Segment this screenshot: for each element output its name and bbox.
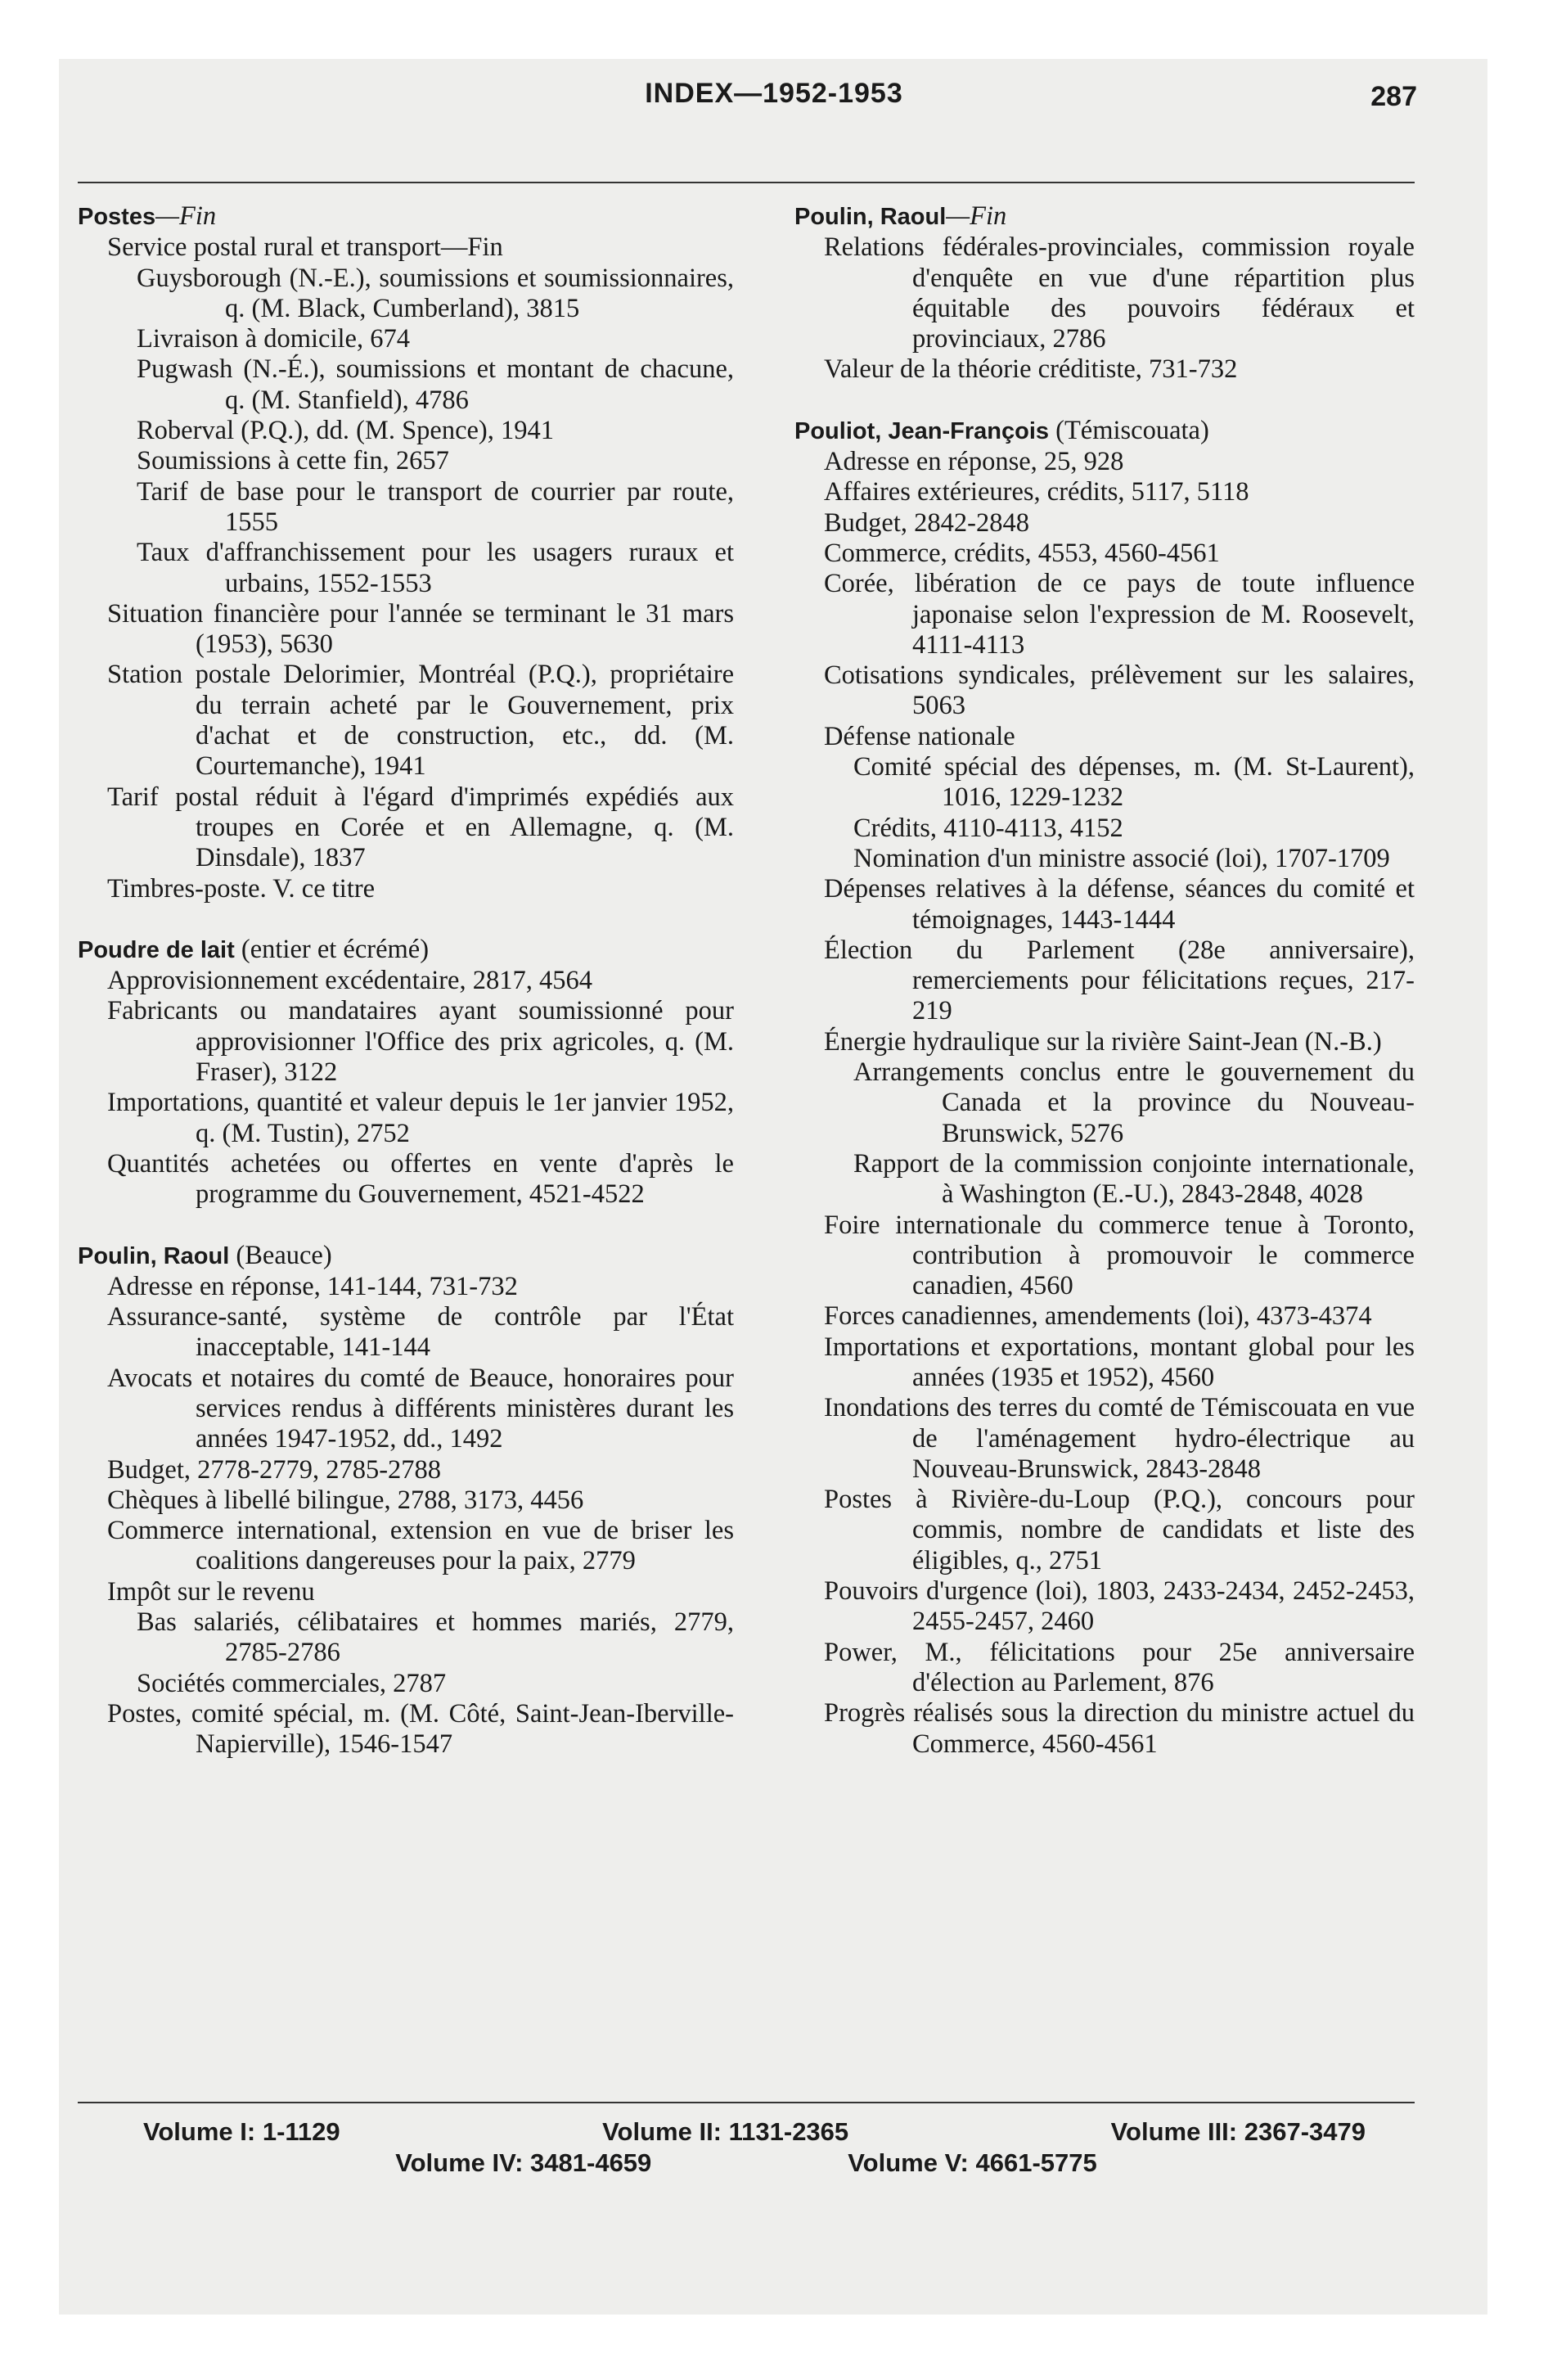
index-entry: Roberval (P.Q.), dd. (M. Spence), 1941 <box>137 416 554 446</box>
heading-name: Postes <box>78 204 156 230</box>
index-entry: Adresse en réponse, 25, 928 <box>824 447 1124 477</box>
index-entry: Impôt sur le revenu <box>107 1576 315 1607</box>
volume-1-range: Volume I: 1-1129 <box>143 2117 340 2146</box>
index-entry: Progrès réalisés sous la direction du ministre actuel du Commerce, 4560-4561 <box>824 1698 1415 1759</box>
footer-rule <box>78 2102 1415 2103</box>
index-entry: Taux d'affranchissement pour les usagers ruraux et urbains, 1552-1553 <box>137 538 734 598</box>
header-rule <box>78 182 1415 183</box>
footer-row-2 <box>78 2148 1415 2179</box>
heading-qualifier: (Beauce) <box>229 1240 332 1270</box>
volume-2-range: Volume II: 1131-2365 <box>602 2117 849 2146</box>
page-title: INDEX—1952-1953 <box>645 78 903 109</box>
index-entry: Livraison à domicile, 674 <box>137 324 410 354</box>
index-entry: Comité spécial des dépenses, m. (M. St-Laurent), 1016, 1229-1232 <box>853 752 1415 813</box>
index-entry: Power, M., félicitations pour 25e anniversaire d'élection au Parlement, 876 <box>824 1637 1415 1697</box>
index-entry: Adresse en réponse, 141-144, 731-732 <box>107 1271 518 1301</box>
index-entry: Chèques à libellé bilingue, 2788, 3173, 4456 <box>107 1485 584 1515</box>
index-entry: Valeur de la théorie créditiste, 731-732 <box>824 354 1238 385</box>
heading-continuation: —Fin <box>946 201 1007 231</box>
volume-5-range: Volume V: 4661-5775 <box>848 2148 1097 2177</box>
left-column <box>78 201 734 1760</box>
footer-row-1 <box>78 2116 1415 2148</box>
index-entry: Rapport de la commission conjointe internationale, à Washington (E.-U.), 2843-2848, 4028 <box>853 1148 1415 1210</box>
index-entry: Tarif postal réduit à l'égard d'imprimés expédiés aux troupes en Corée et en Allemagne, q. (M. Dinsdale), 1837 <box>107 782 734 873</box>
index-entry: Corée, libération de ce pays de toute influence japonaise selon l'expression de M. Roosevelt, 4111-4113 <box>824 569 1415 660</box>
index-entry: Avocats et notaires du comté de Beauce, honoraires pour services rendus à différents ministères durant les années 1947-1952, dd., 1492 <box>107 1363 734 1454</box>
index-entry: Arrangements conclus entre le gouvernement du Canada et la province du Nouveau-Brunswick, 5276 <box>853 1057 1415 1148</box>
index-entry: Importations et exportations, montant global pour les années (1935 et 1952), 4560 <box>824 1332 1415 1392</box>
index-entry: Budget, 2778-2779, 2785-2788 <box>107 1454 442 1485</box>
heading-name: Pouliot, Jean-François <box>794 417 1049 444</box>
index-entry: Approvisionnement excédentaire, 2817, 4564 <box>107 966 592 996</box>
index-entry: Pugwash (N.-É.), soumissions et montant de chacune, q. (M. Stanfield), 4786 <box>137 354 734 415</box>
index-entry: Budget, 2842-2848 <box>824 507 1029 538</box>
index-entry: Crédits, 4110-4113, 4152 <box>853 813 1123 843</box>
heading-qualifier: (entier et écrémé) <box>234 934 430 964</box>
index-entry: Dépenses relatives à la défense, séances du comité et témoignages, 1443-1444 <box>824 874 1415 935</box>
index-entry: Station postale Delorimier, Montréal (P.Q.), propriétaire du terrain acheté par le Gouvernement, prix d'achat et de construction, etc., dd. (M. Courtemanche), 1941 <box>107 660 734 782</box>
index-entry: Guysborough (N.-E.), soumissions et soumissionnaires, q. (M. Black, Cumberland), 3815 <box>137 263 734 323</box>
index-entry: Cotisations syndicales, prélèvement sur les salaires, 5063 <box>824 660 1415 721</box>
page-header <box>0 78 1548 127</box>
index-entry: Quantités achetées ou offertes en vente d'après le programme du Gouvernement, 4521-4522 <box>107 1148 734 1210</box>
page-number: 287 <box>1370 81 1417 112</box>
index-entry: Inondations des terres du comté de Témiscouata en vue de l'aménagement hydro-électrique au Nouveau-Brunswick, 2843-2848 <box>824 1393 1415 1484</box>
heading-qualifier: (Témiscouata) <box>1049 415 1209 445</box>
index-entry: Affaires extérieures, crédits, 5117, 5118 <box>824 477 1249 507</box>
index-entry: Timbres-poste. V. ce titre <box>107 873 376 904</box>
volume-3-range: Volume III: 2367-3479 <box>1110 2117 1366 2146</box>
index-entry: Importations, quantité et valeur depuis le 1er janvier 1952, q. (M. Tustin), 2752 <box>107 1088 734 1148</box>
index-heading <box>78 201 734 232</box>
index-entry: Commerce, crédits, 4553, 4560-4561 <box>824 538 1220 568</box>
index-entry: Relations fédérales-provinciales, commission royale d'enquête en vue d'une répartition plus équitable des pouvoirs fédéraux et provinciaux, 2786 <box>824 232 1415 354</box>
index-entry: Tarif de base pour le transport de courrier par route, 1555 <box>137 476 734 537</box>
index-entry: Nomination d'un ministre associé (loi), 1707-1709 <box>853 843 1390 873</box>
index-entry: Soumissions à cette fin, 2657 <box>137 446 449 476</box>
index-entry: Service postal rural et transport—Fin <box>107 232 503 263</box>
index-entry: Assurance-santé, système de contrôle par l'État inacceptable, 141-144 <box>107 1302 734 1363</box>
index-entry: Fabricants ou mandataires ayant soumissionné pour approvisionner l'Office des prix agricoles, q. (M. Fraser), 3122 <box>107 996 734 1088</box>
heading-name: Poulin, Raoul <box>78 1242 230 1269</box>
index-entry: Forces canadiennes, amendements (loi), 4373-4374 <box>824 1301 1372 1332</box>
right-column <box>794 201 1415 1760</box>
index-entry: Défense nationale <box>824 721 1015 751</box>
volume-footer <box>78 2116 1415 2179</box>
volume-4-range: Volume IV: 3481-4659 <box>395 2148 652 2177</box>
index-entry: Énergie hydraulique sur la rivière Saint-Jean (N.-B.) <box>824 1026 1382 1057</box>
index-entry: Situation financière pour l'année se terminant le 31 mars (1953), 5630 <box>107 598 734 660</box>
index-entry: Postes, comité spécial, m. (M. Côté, Saint-Jean-Iberville-Napierville), 1546-1547 <box>107 1698 734 1760</box>
heading-name: Poulin, Raoul <box>794 204 947 230</box>
heading-name: Poudre de lait <box>78 936 235 963</box>
index-entry: Foire internationale du commerce tenue à Toronto, contribution à promouvoir le commerce canadien, 4560 <box>824 1210 1415 1301</box>
index-entry: Sociétés commerciales, 2787 <box>137 1668 447 1698</box>
heading-continuation: —Fin <box>155 201 217 231</box>
index-heading <box>78 1241 734 1272</box>
index-entry: Postes à Rivière-du-Loup (P.Q.), concours pour commis, nombre de candidats et liste des éligibles, q., 2751 <box>824 1485 1415 1575</box>
index-entry: Pouvoirs d'urgence (loi), 1803, 2433-2434, 2452-2453, 2455-2457, 2460 <box>824 1576 1415 1637</box>
index-entry: Bas salariés, célibataires et hommes mariés, 2779, 2785-2786 <box>137 1607 734 1668</box>
index-heading <box>794 416 1415 447</box>
index-heading <box>794 201 1415 232</box>
index-entry: Commerce international, extension en vue de briser les coalitions dangereuses pour la paix, 2779 <box>107 1516 734 1576</box>
index-entry: Élection du Parlement (28e anniversaire), remerciements pour félicitations reçues, 217-219 <box>824 935 1415 1026</box>
index-heading <box>78 935 734 966</box>
